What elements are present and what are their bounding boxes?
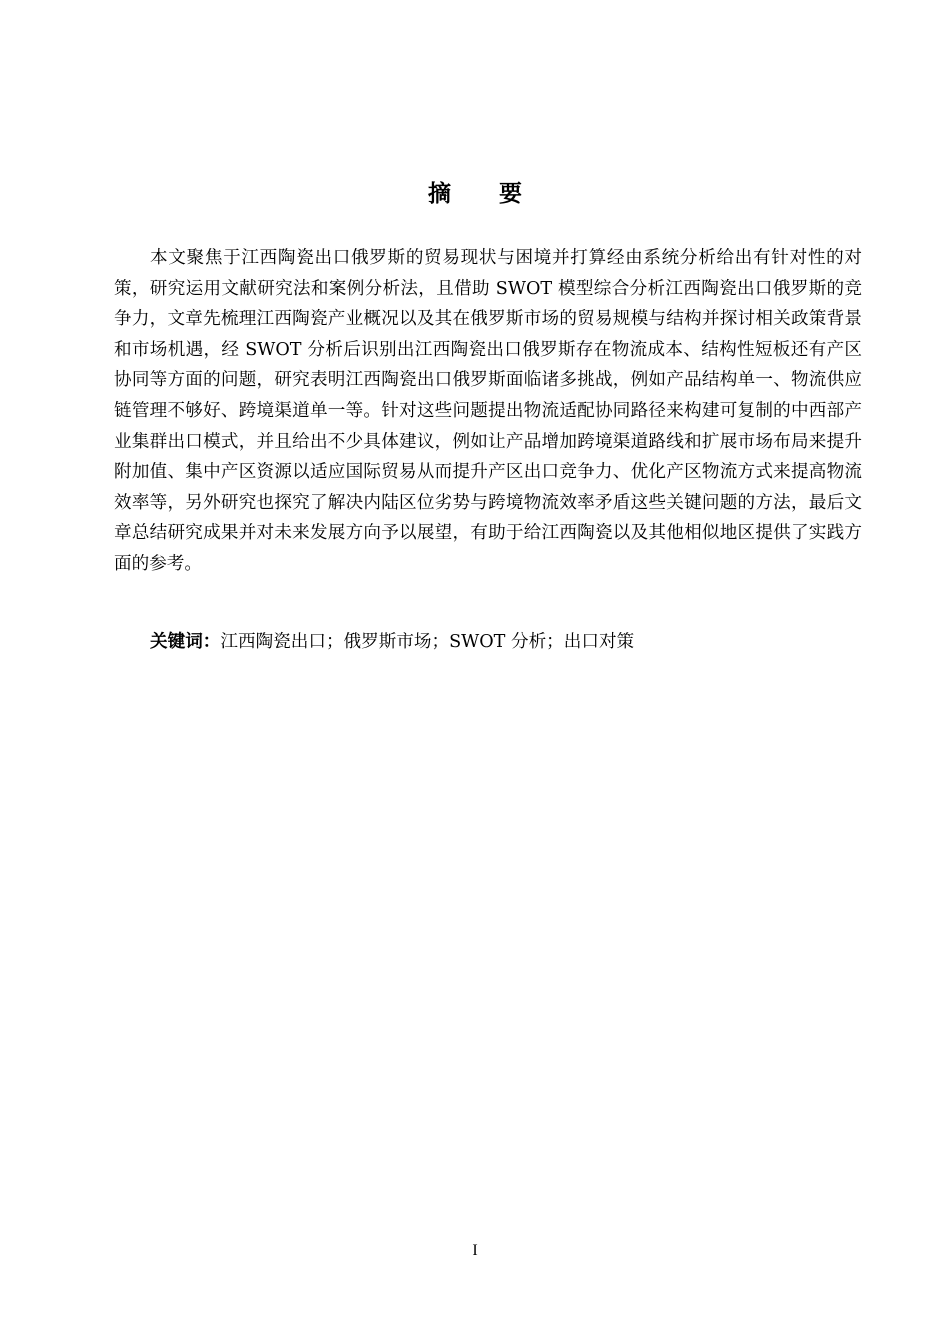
abstract-title: 摘要 xyxy=(428,181,570,207)
keywords-line xyxy=(150,627,862,658)
keywords-label: 关键词： xyxy=(150,632,221,652)
page-number: I xyxy=(472,1242,478,1259)
abstract-body: 本文聚焦于江西陶瓷出口俄罗斯的贸易现状与困境并打算经由系统分析给出有针对性的对策，研究运用文献研究法和案例分析法，且借助 SWOT 模型综合分析江西陶瓷出口俄罗斯的竞争力，文章先梳理江西陶瓷产业概况以及其在俄罗斯市场的贸易规模与结构并探讨相关政策背景和市场机遇，经 SWOT 分析后识别出江西陶瓷出口俄罗斯存在物流成本、结构性短板还有产区协同等方面的问题，研究表明江西陶瓷出口俄罗斯面临诸多挑战，例如产品结构单一、物流供应链管理不够好、跨境渠道单一等。针对这些问题提出物流适配协同路径来构建可复制的中西部产业集群出口模式，并且给出不少具体建议，例如让产品增加跨境渠道路线和扩展市场布局来提升附加值、集中产区资源以适应国际贸易从而提升产区出口竞争力、优化产区物流方式来提高物流效率等，另外研究也探究了解决内陆区位劣势与跨境物流效率矛盾这些关键问题的方法，最后文章总结研究成果并对未来发展方向予以展望，有助于给江西陶瓷以及其他相似地区提供了实践方面的参考。 xyxy=(114,248,862,574)
keywords-text: 江西陶瓷出口；俄罗斯市场；SWOT 分析；出口对策 xyxy=(220,632,635,652)
